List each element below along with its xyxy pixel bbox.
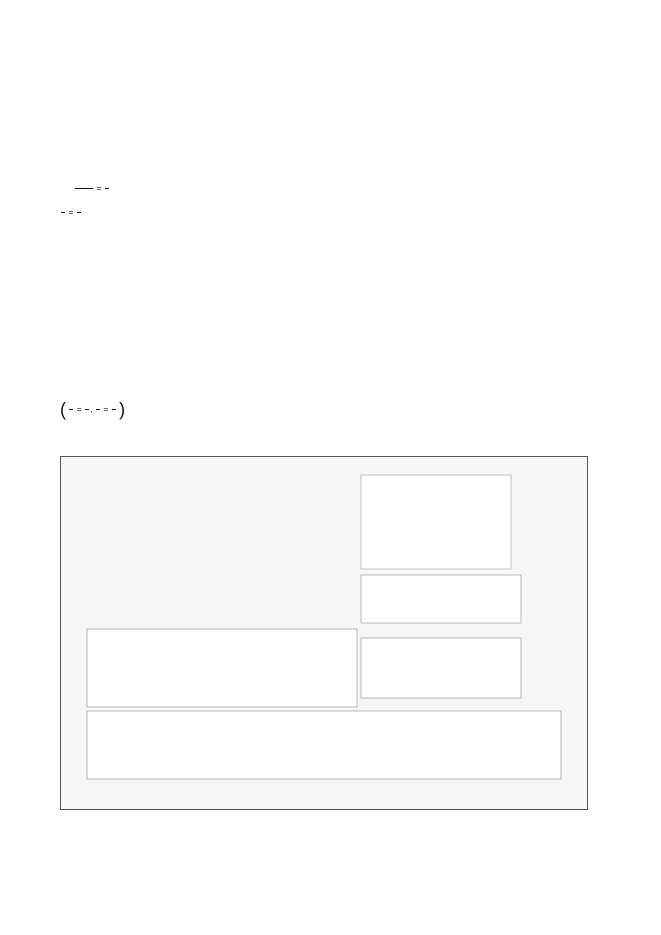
value-fraction-1 <box>105 188 109 189</box>
value-fraction-2 <box>77 212 81 213</box>
paragraph-2: = <box>60 178 586 198</box>
line-screen-2 <box>361 638 521 698</box>
line-screen-1 <box>361 575 521 623</box>
yw-yn-fraction <box>75 188 93 189</box>
yw-yn-fraction-2 <box>61 212 65 213</box>
paragraph-2b: = <box>60 202 586 222</box>
formula-paragraph-2 <box>60 398 586 423</box>
test-chart-figure <box>60 456 588 810</box>
top-right-patches <box>361 475 511 569</box>
test-chart-svg <box>61 457 587 809</box>
formula-paragraph <box>60 178 586 222</box>
body-text <box>60 94 586 101</box>
paragraph-9b: ( = , = ) <box>60 399 126 420</box>
full-grey-table <box>87 711 561 779</box>
left-grey-table <box>87 629 357 707</box>
